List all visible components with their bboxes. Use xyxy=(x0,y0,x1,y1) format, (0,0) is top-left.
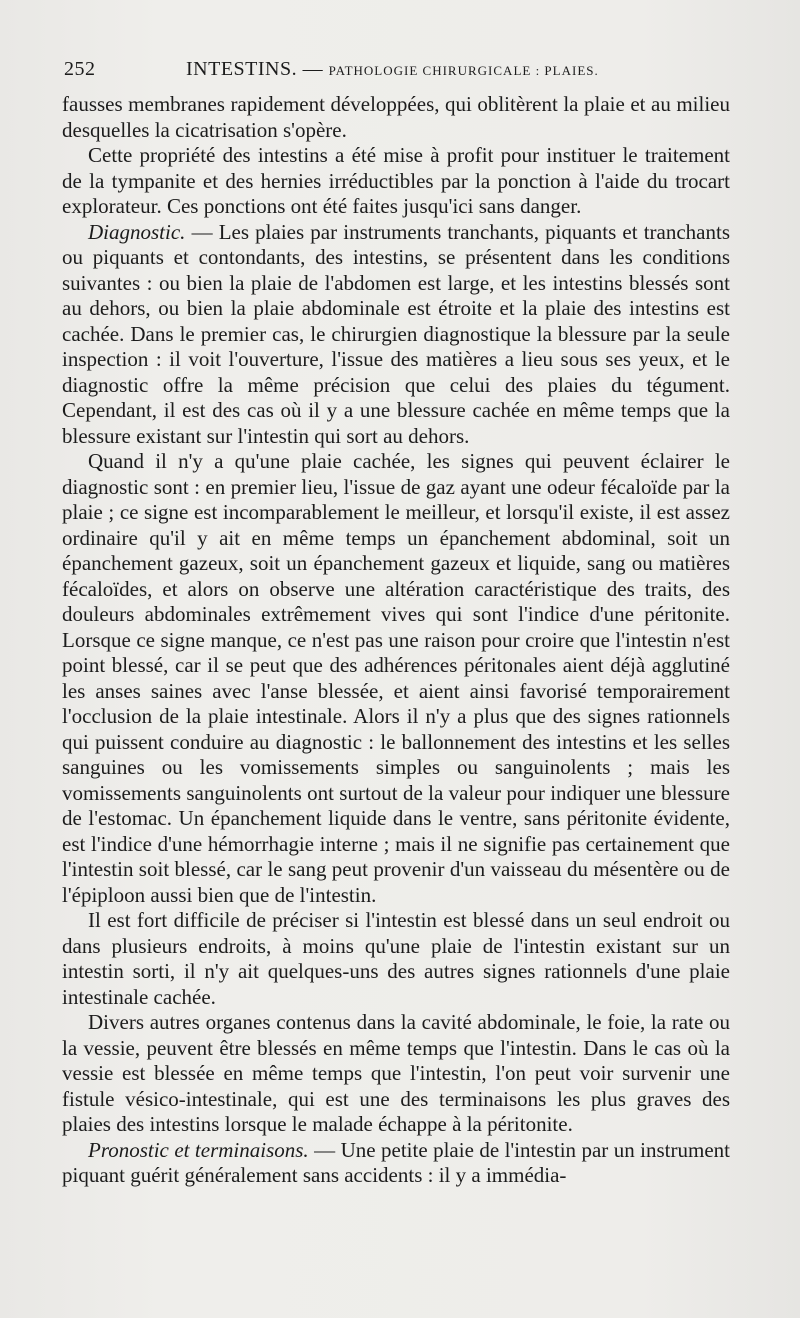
paragraph-continuation xyxy=(62,92,730,143)
chapter-title: INTESTINS. xyxy=(186,58,298,80)
body-text xyxy=(62,92,730,1189)
running-head xyxy=(186,58,599,81)
paragraph-diagnostic xyxy=(62,220,730,450)
page-header xyxy=(64,58,744,84)
paragraph-text: — Les plaies par instruments tranchants, piquants et tranchants ou piquants et contondants, des intestins, se présentent dans les conditions suivantes : ou bien la plaie de l'abdomen est large, et les intestins blessés sont au dehors, ou bien la plaie abdominale est étroite et la plaie des intestins est cachée. Dans le premier cas, le chirurgien diagnostique la blessure par la seule inspection : il voit l'ouverture, l'issue des matières a lieu sous ses yeux, et le diagnostic offre la même précision que celui des plaies du tégument. Cependant, il est des cas où il y a une blessure cachée en même temps que la blessure existant sur l'intestin qui sort au dehors. xyxy=(62,219,730,448)
paragraph xyxy=(62,908,730,1010)
paragraph-text: fausses membranes rapidement développées, qui oblitèrent la plaie et au milieu desquelles la cicatrisation s'opère. xyxy=(62,92,730,142)
paragraph-text: Divers autres organes contenus dans la cavité abdominale, le foie, la rate ou la vessie, peuvent être blessés en même temps que l'intestin. Dans le cas où la vessie est blessée en même temps que l'intestin, l'on peut voir survenir une fistule vésico-intestinale, qui est une des terminaisons les plus graves des plaies des intestins lorsque le malade échappe à la péritonite. xyxy=(62,1010,730,1136)
paragraph-text: Quand il n'y a qu'une plaie cachée, les signes qui peuvent éclairer le diagnostic sont : en premier lieu, l'issue de gaz ayant une odeur fécaloïde par la plaie ; ce signe est incomparablement le meilleur, et lorsqu'il existe, il est assez ordinaire qu'il y ait en même temps un épanchement abdominal, soit un épanchement gazeux, soit un épanchement gazeux et liquide, sang ou matières fécaloïdes, et alors on observe une altération caractéristique des traits, des douleurs abdominales extrêmement vives qui sont l'indice d'une péritonite. Lorsque ce signe manque, ce n'est pas une raison pour croire que l'intestin n'est point blessé, car il se peut que des adhérences péritonales aient déjà agglutiné les anses saines avec l'anse blessée, et aient ainsi favorisé temporairement l'occlusion de la plaie intestinale. Alors il n'y a plus que des signes rationnels qui puissent conduire au diagnostic : le ballonnement des intestins et les selles sanguines ou les vomissements simples ou sanguinolents ; mais les vomissements sanguinolents ont surtout de la valeur pour indiquer une blessure de l'estomac. Un épanchement liquide dans le ventre, sans péritonite évidente, est l'indice d'une hémorrhagie interne ; mais il ne signifie pas certainement que l'intestin soit blessé, car le sang peut provenir d'un vaisseau du mésentère ou de l'épiploon aussi bien que de l'intestin. xyxy=(62,449,730,907)
header-separator: — xyxy=(297,58,329,80)
paragraph-text: Cette propriété des intestins a été mise à profit pour instituer le traitement de la tympanite et des hernies irréductibles par la ponction à l'aide du trocart explorateur. Ces ponctions ont été faites jusqu'ici sans danger. xyxy=(62,143,730,218)
paragraph-text: — Une petite plaie de l'intestin par un instrument piquant guérit généralement sans accidents : il y a immédia- xyxy=(62,1137,731,1187)
paragraph xyxy=(62,143,730,220)
paragraph-pronostic xyxy=(62,1138,730,1189)
section-heading: Diagnostic. xyxy=(88,219,186,244)
section-heading: Pronostic et terminaisons. xyxy=(88,1137,309,1162)
paragraph xyxy=(62,1010,730,1138)
paragraph-text: Il est fort difficile de préciser si l'intestin est blessé dans un seul endroit ou dans plusieurs endroits, à moins qu'une plaie de l'intestin existant sur un intestin sorti, il n'y ait quelques-uns des autres signes rationnels d'une plaie intestinale cachée. xyxy=(62,908,730,1009)
page-number: 252 xyxy=(64,58,96,80)
section-title: PATHOLOGIE CHIRURGICALE : PLAIES. xyxy=(328,63,599,78)
paragraph xyxy=(62,449,730,908)
